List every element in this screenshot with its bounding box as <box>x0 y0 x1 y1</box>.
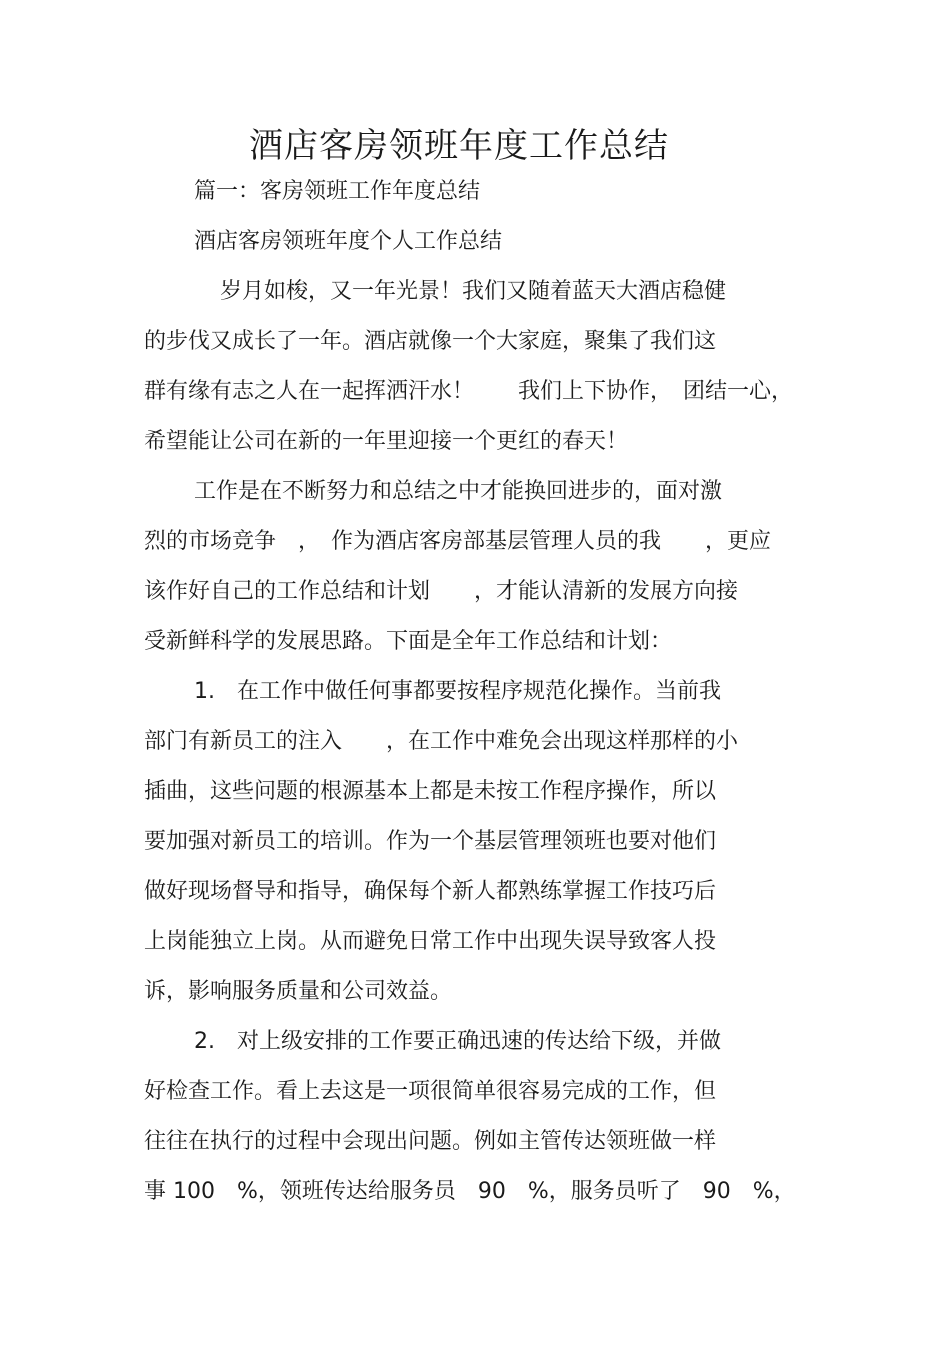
list-item-line: 做好现场督导和指导，确保每个新人都熟练掌握工作技巧后 <box>144 879 717 904</box>
list-item-line: 插曲，这些问题的根源基本上都是未按工作程序操作，所以 <box>144 779 717 804</box>
paragraph-line: 希望能让公司在新的一年里迎接一个更红的春天！ <box>144 429 629 454</box>
paragraph-line: 该作好自己的工作总结和计划 ，才能认清新的发展方向接 <box>144 579 739 604</box>
list-item-line: 事 100 %，领班传达给服务员 90 %，服务员听了 90 %， <box>144 1179 796 1204</box>
subsection-heading: 酒店客房领班年度个人工作总结 <box>194 229 503 254</box>
paragraph-line: 烈的市场竞争 ， 作为酒店客房部基层管理人员的我 ，更应 <box>144 529 772 554</box>
list-item-line: 上岗能独立上岗。从而避免日常工作中出现失误导致客人投 <box>144 929 717 954</box>
list-item-line: 1. 在工作中做任何事都要按程序规范化操作。当前我 <box>194 679 721 704</box>
list-item-line: 好检查工作。看上去这是一项很简单很容易完成的工作，但 <box>144 1079 717 1104</box>
list-item-line: 诉，影响服务质量和公司效益。 <box>144 979 453 1004</box>
list-item-line: 部门有新员工的注入 ，在工作中难免会出现这样那样的小 <box>144 729 739 754</box>
paragraph-line: 的步伐又成长了一年。酒店就像一个大家庭，聚集了我们这 <box>144 329 717 354</box>
paragraph-line: 工作是在不断努力和总结之中才能换回进步的，面对激 <box>194 479 723 504</box>
list-item-line: 2. 对上级安排的工作要正确迅速的传达给下级，并做 <box>194 1029 721 1054</box>
document-title: 酒店客房领班年度工作总结 <box>249 126 669 166</box>
list-item-line: 往往在执行的过程中会现出问题。例如主管传达领班做一样 <box>144 1129 717 1154</box>
paragraph-line: 受新鲜科学的发展思路。下面是全年工作总结和计划： <box>144 629 673 654</box>
paragraph-line: 群有缘有志之人在一起挥洒汗水！ 我们上下协作， 团结一心， <box>144 379 794 404</box>
paragraph-line: 岁月如梭，又一年光景！我们又随着蓝天大酒店稳健 <box>220 279 727 304</box>
section-heading: 篇一：客房领班工作年度总结 <box>194 179 481 204</box>
list-item-line: 要加强对新员工的培训。作为一个基层管理领班也要对他们 <box>144 829 717 854</box>
